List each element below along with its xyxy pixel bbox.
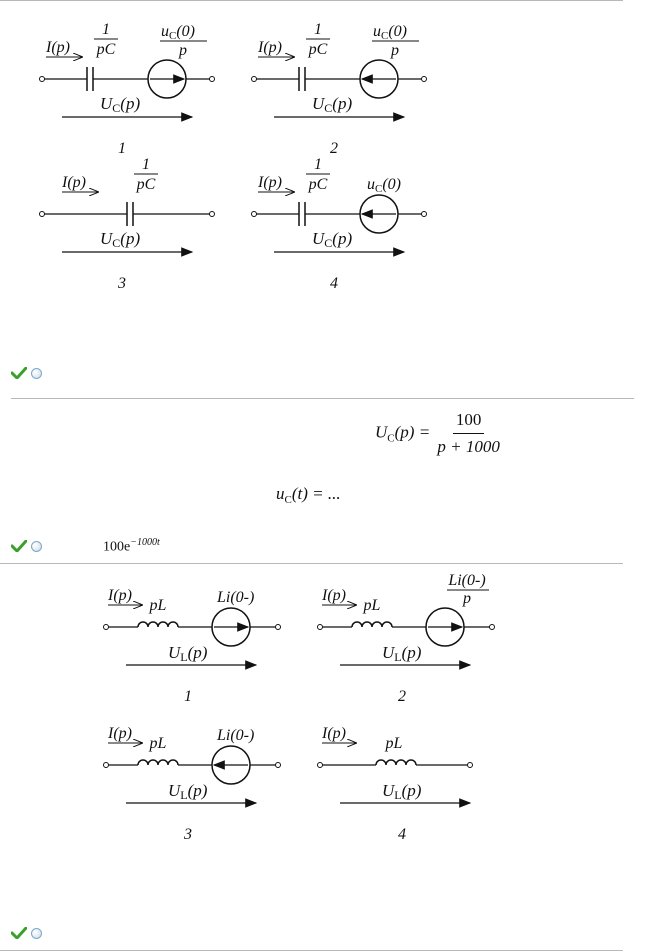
radio-button[interactable] bbox=[31, 928, 42, 939]
equation-denominator: p + 1000 bbox=[437, 437, 500, 456]
option-number: 4 bbox=[398, 826, 406, 843]
current-label: I(p) bbox=[322, 587, 346, 604]
voltage-label: UC(p) bbox=[312, 229, 353, 250]
terminal-left bbox=[318, 625, 323, 630]
capacitor-label-numerator: 1 bbox=[102, 21, 110, 38]
option-number: 1 bbox=[118, 140, 126, 157]
terminal-right bbox=[422, 212, 427, 217]
divider-1 bbox=[11, 398, 634, 399]
terminal-right bbox=[468, 763, 473, 768]
capacitor-label-denominator: pC bbox=[308, 41, 328, 58]
terminal-left bbox=[104, 625, 109, 630]
question-tail: (t) = ... bbox=[291, 484, 341, 503]
source-label-numerator: Li(0-) bbox=[448, 572, 486, 589]
source-label: uC(0) bbox=[367, 176, 401, 195]
current-label: I(p) bbox=[108, 725, 132, 742]
source-label-numerator: uC(0) bbox=[373, 23, 407, 42]
current-label: I(p) bbox=[62, 174, 86, 191]
terminal-left bbox=[40, 212, 45, 217]
divider-2 bbox=[0, 563, 623, 564]
capacitor-label-denominator: pC bbox=[136, 176, 156, 193]
answer-text bbox=[103, 537, 160, 556]
source-label-numerator: uC(0) bbox=[161, 23, 195, 42]
question-expression bbox=[276, 484, 341, 506]
terminal-right bbox=[422, 77, 427, 82]
terminal-left bbox=[40, 77, 45, 82]
voltage-label: UL(p) bbox=[382, 781, 422, 802]
terminal-right bbox=[210, 77, 215, 82]
terminal-left bbox=[252, 77, 257, 82]
source-label: Li(0-) bbox=[217, 727, 255, 744]
capacitor-circuit-1 bbox=[40, 21, 215, 157]
answer-base: 100e bbox=[103, 539, 131, 555]
terminal-right bbox=[210, 212, 215, 217]
inductor-coil bbox=[138, 622, 178, 627]
capacitor-circuit-3 bbox=[40, 156, 215, 292]
voltage-label: UL(p) bbox=[168, 643, 208, 664]
radio-button[interactable] bbox=[31, 541, 42, 552]
question2-status bbox=[11, 540, 42, 552]
inductor-circuit-1 bbox=[104, 587, 281, 705]
check-icon bbox=[11, 540, 27, 552]
check-icon bbox=[11, 367, 27, 379]
voltage-label: UC(p) bbox=[312, 94, 353, 115]
equation-fraction bbox=[434, 410, 502, 457]
capacitor-label-numerator: 1 bbox=[142, 156, 150, 173]
inductor-coil bbox=[138, 760, 178, 765]
current-label: I(p) bbox=[258, 174, 282, 191]
option-number: 3 bbox=[118, 275, 126, 292]
voltage-label: UC(p) bbox=[100, 94, 141, 115]
source-label-denominator: p bbox=[463, 590, 471, 607]
question-sub: C bbox=[284, 494, 292, 506]
terminal-right bbox=[276, 763, 281, 768]
source-label-denominator: p bbox=[179, 42, 187, 59]
inductor-circuit-2 bbox=[318, 572, 495, 705]
question-var: u bbox=[276, 484, 285, 503]
capacitor-circuit-4 bbox=[252, 156, 427, 292]
capacitor-circuit-2 bbox=[252, 21, 427, 157]
equation-lhs-sub: C bbox=[387, 432, 395, 445]
capacitor-label-numerator: 1 bbox=[314, 21, 322, 38]
voltage-label: UL(p) bbox=[382, 643, 422, 664]
option-number: 1 bbox=[184, 688, 192, 705]
inductor-coil bbox=[352, 622, 392, 627]
bottom-divider bbox=[0, 950, 623, 951]
capacitor-label-denominator: pC bbox=[96, 41, 116, 58]
inductor-label: pL bbox=[149, 735, 167, 752]
terminal-left bbox=[104, 763, 109, 768]
terminal-right bbox=[490, 625, 495, 630]
inductor-label: pL bbox=[149, 597, 167, 614]
current-label: I(p) bbox=[46, 39, 70, 56]
laplace-equation bbox=[375, 410, 503, 457]
option-number: 3 bbox=[184, 826, 192, 843]
question1-status bbox=[11, 367, 42, 379]
equation-lhs-var: U bbox=[375, 422, 388, 442]
inductor-circuit-4 bbox=[318, 725, 473, 843]
source-label-denominator: p bbox=[391, 42, 399, 59]
terminal-right bbox=[276, 625, 281, 630]
capacitor-label-denominator: pC bbox=[308, 176, 328, 193]
check-icon bbox=[11, 927, 27, 939]
voltage-label: UL(p) bbox=[168, 781, 208, 802]
terminal-left bbox=[318, 763, 323, 768]
inductor-circuit-3 bbox=[104, 725, 281, 843]
inductor-coil bbox=[376, 760, 416, 765]
current-label: I(p) bbox=[322, 725, 346, 742]
source-label: Li(0-) bbox=[217, 589, 255, 606]
option-number: 4 bbox=[330, 275, 338, 292]
option-number: 2 bbox=[330, 140, 338, 157]
current-label: I(p) bbox=[258, 39, 282, 56]
answer-exponent: −1000t bbox=[130, 537, 160, 548]
equation-numerator: 100 bbox=[453, 410, 485, 434]
terminal-left bbox=[252, 212, 257, 217]
question3-status bbox=[11, 927, 42, 939]
voltage-label: UC(p) bbox=[100, 229, 141, 250]
inductor-label: pL bbox=[363, 597, 381, 614]
capacitor-label-numerator: 1 bbox=[314, 156, 322, 173]
option-number: 2 bbox=[398, 688, 406, 705]
inductor-label: pL bbox=[385, 735, 403, 752]
equation-lhs-arg: (p) = bbox=[394, 422, 431, 442]
radio-button[interactable] bbox=[31, 368, 42, 379]
current-label: I(p) bbox=[108, 587, 132, 604]
